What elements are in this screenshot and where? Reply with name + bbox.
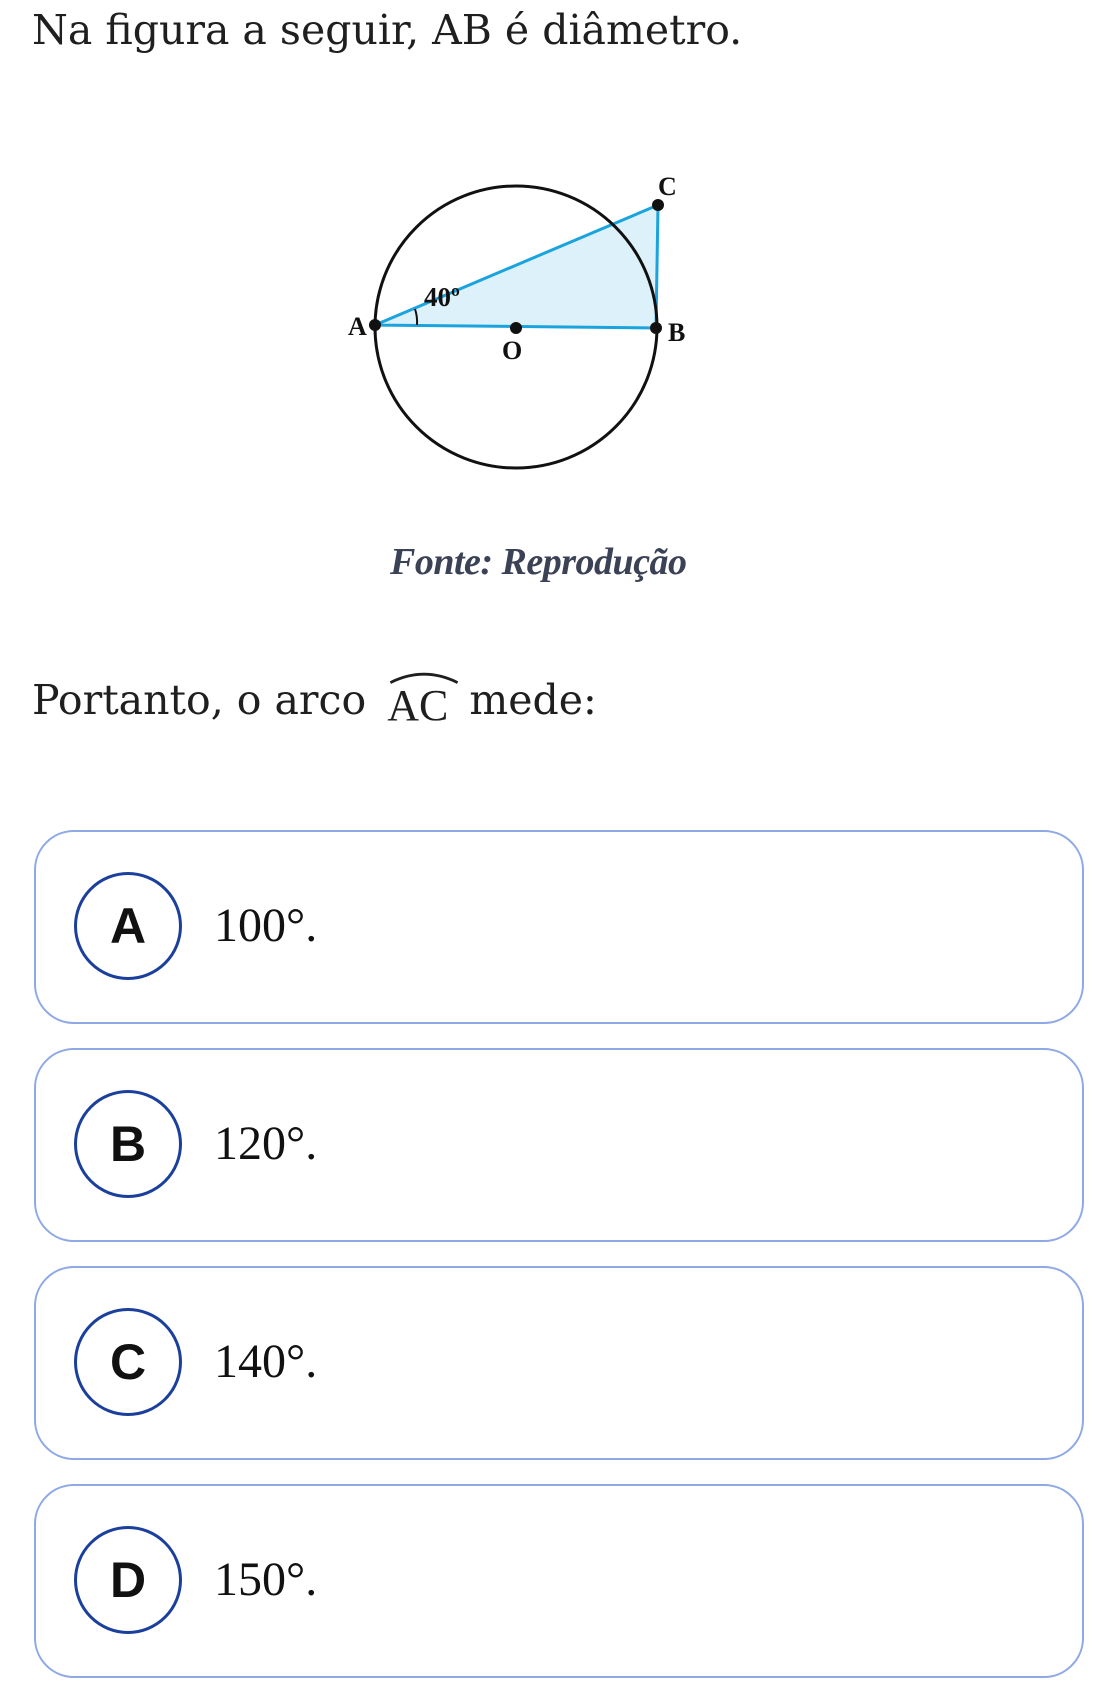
option-value: 150°.: [214, 1553, 318, 1606]
option-letter: A: [74, 872, 182, 980]
question-prompt: [32, 672, 597, 734]
question-statement: Na figura a seguir, AB é diâmetro.: [32, 6, 743, 54]
option-letter: B: [74, 1090, 182, 1198]
option-d[interactable]: [34, 1484, 1084, 1678]
option-value: 120°.: [214, 1117, 318, 1170]
label-c: C: [658, 175, 677, 201]
circle-diagram: [340, 175, 780, 525]
triangle-abc: [375, 205, 658, 328]
arc-hat-icon: [389, 670, 459, 684]
figure-caption: Fonte: Reprodução: [390, 541, 687, 583]
arc-label: [387, 678, 448, 734]
option-letter: C: [74, 1308, 182, 1416]
point-a: [369, 319, 381, 331]
option-c[interactable]: [34, 1266, 1084, 1460]
label-b: B: [668, 318, 686, 347]
option-letter: D: [74, 1526, 182, 1634]
label-o: O: [502, 336, 523, 365]
option-value: 140°.: [214, 1335, 318, 1388]
prompt-before: Portanto, o arco: [32, 676, 380, 724]
prompt-after: mede:: [456, 676, 597, 724]
option-b[interactable]: [34, 1048, 1084, 1242]
label-a: A: [348, 312, 367, 341]
point-o: [510, 322, 522, 334]
geometry-figure: [340, 175, 780, 525]
angle-label: 40º: [424, 282, 460, 312]
answer-options: [34, 830, 1084, 1702]
option-a[interactable]: [34, 830, 1084, 1024]
arc-label-text: AC: [387, 681, 449, 730]
point-b: [650, 322, 662, 334]
option-value: 100°.: [214, 899, 318, 952]
